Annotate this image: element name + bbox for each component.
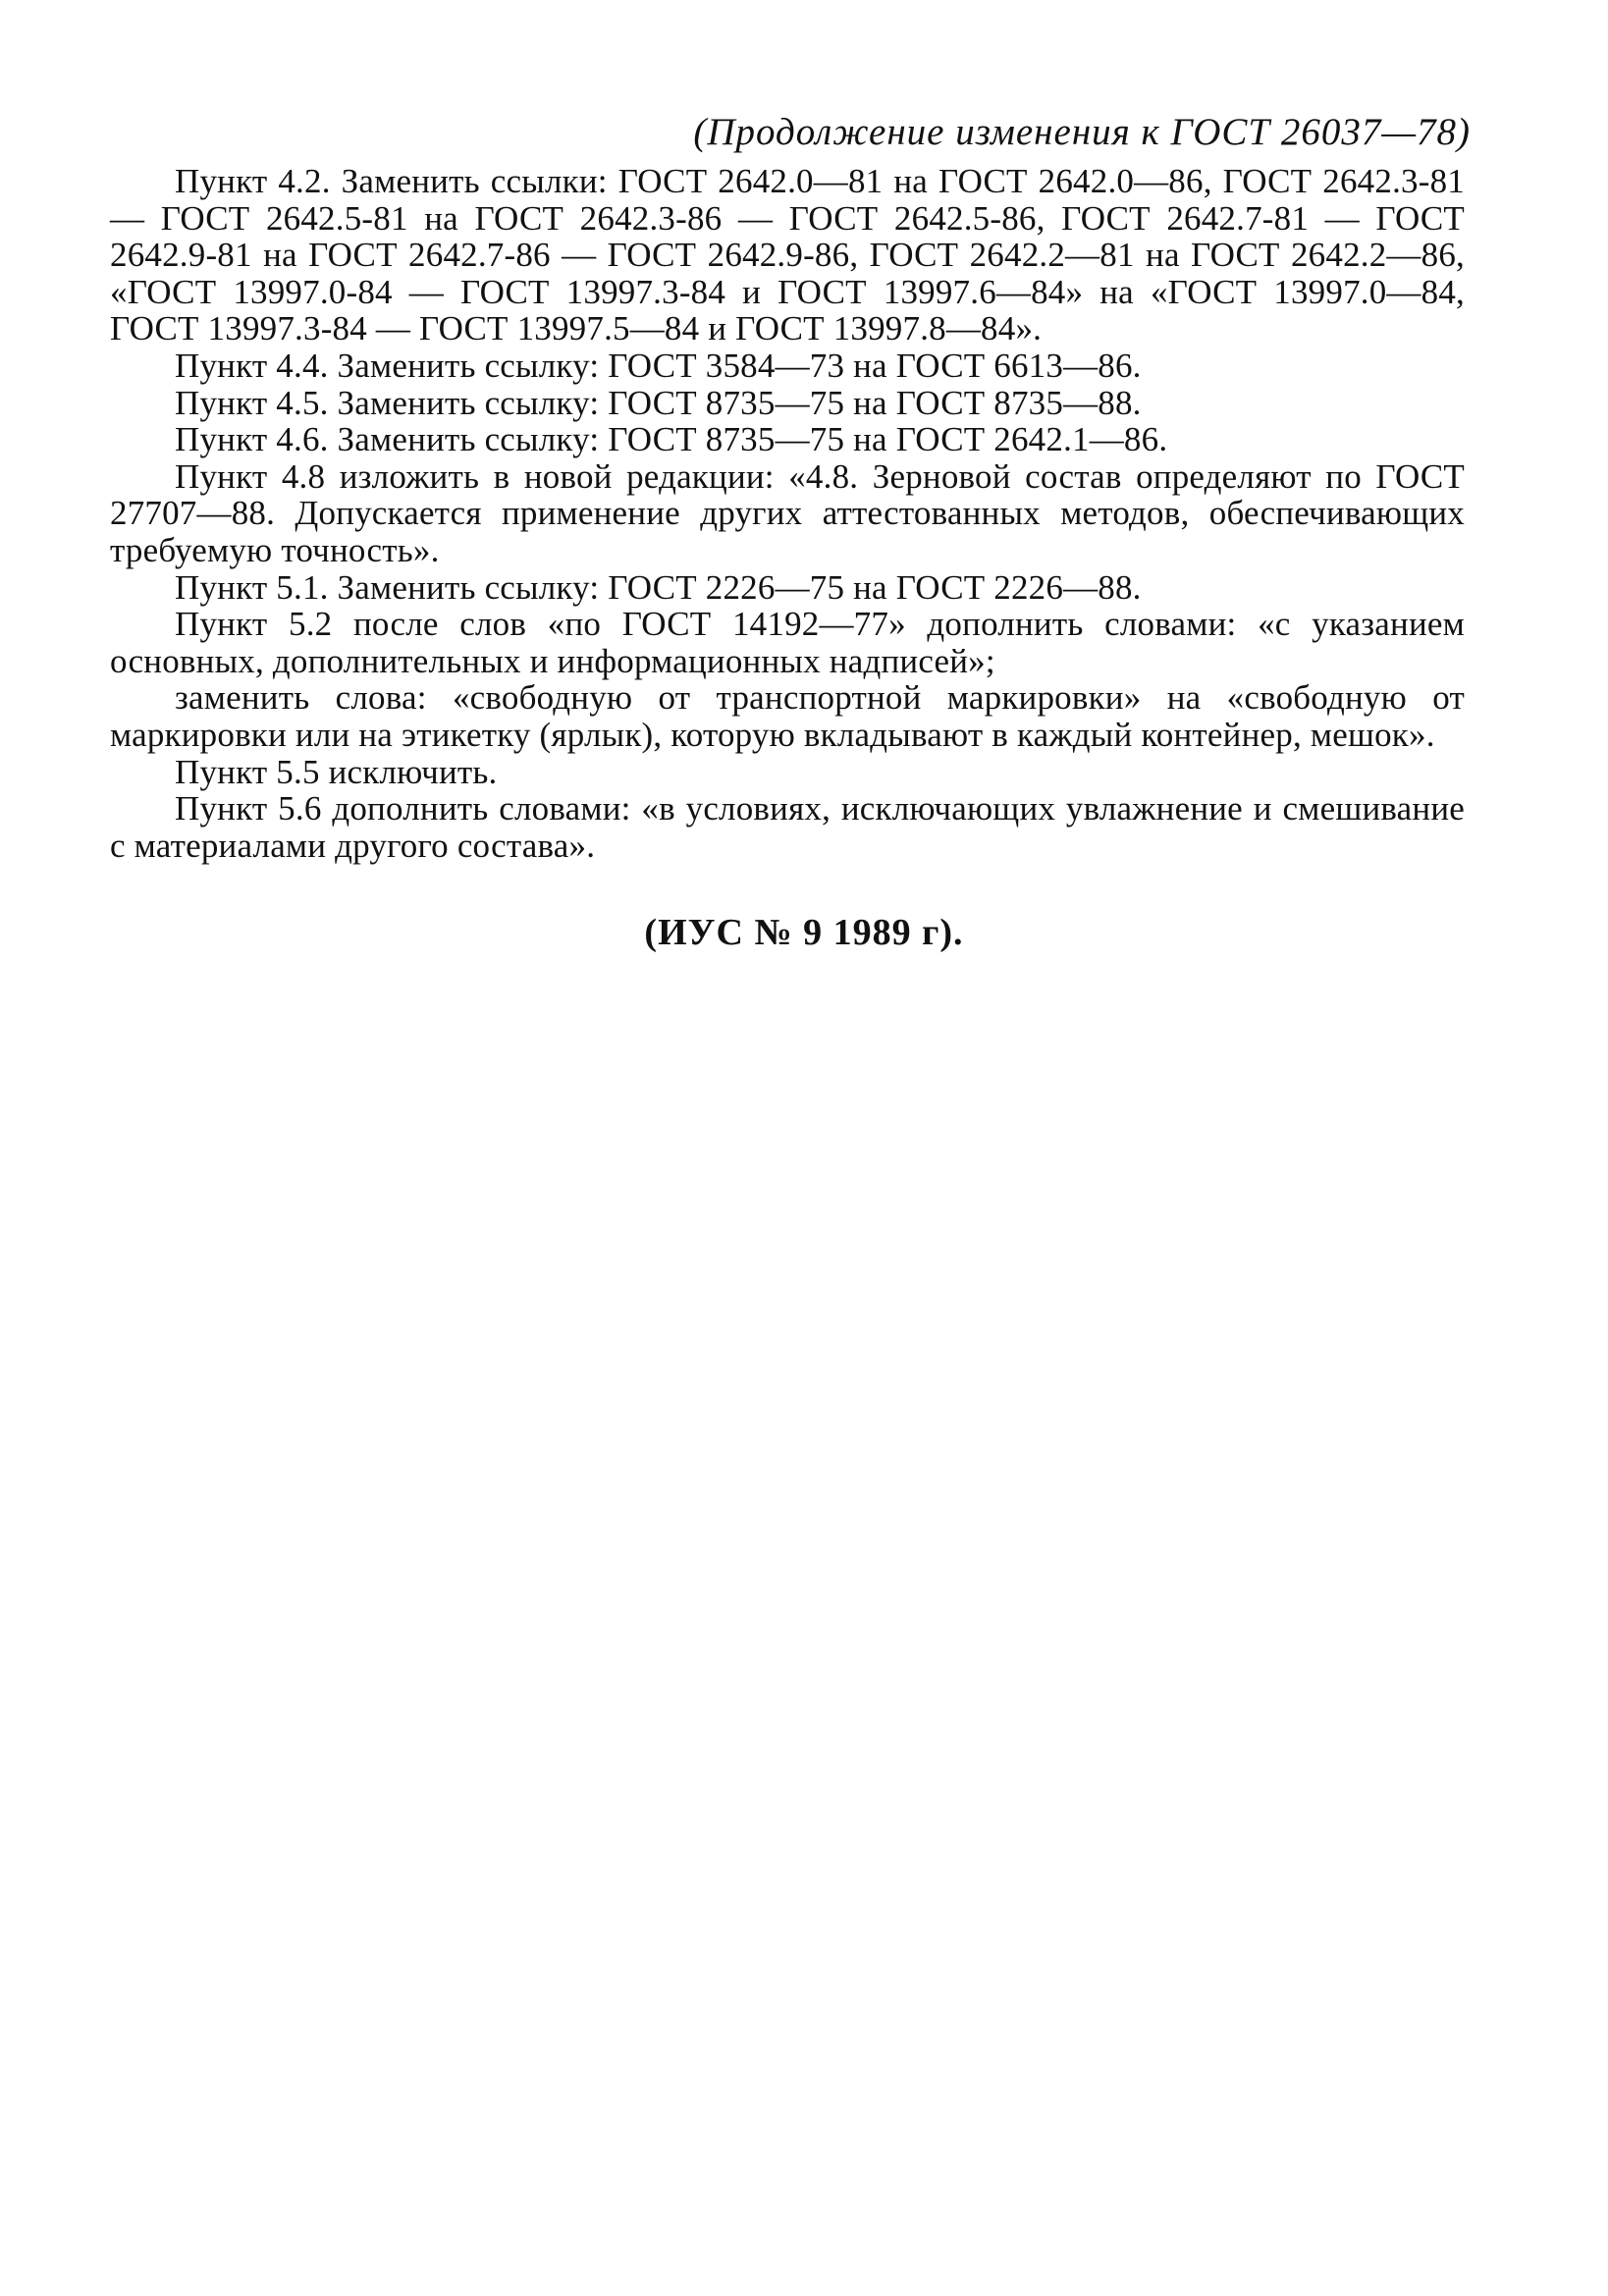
- paragraph-item-5-1: Пункт 5.1. Заменить ссылку: ГОСТ 2226—75 на ГОСТ 2226—88.: [175, 567, 1142, 607]
- source-reference: (ИУС № 9 1989 г).: [644, 912, 964, 953]
- paragraph-item-4-8: Пункт 4.8 изложить в новой редакции: «4.8. Зерновой состав определяют по ГОСТ 27707—88. Допускается применение других аттестованных методов, обеспечивающих требуемую точность».: [110, 456, 1465, 569]
- paragraph-item-5-2: Пункт 5.2 после слов «по ГОСТ 14192—77» дополнить словами: «с указанием основных, дополнительных и информационных надписей»;: [110, 605, 1465, 680]
- paragraph-item-4-4: Пункт 4.4. Заменить ссылку: ГОСТ 3584—73 на ГОСТ 6613—86.: [175, 346, 1142, 385]
- paragraph-item-5-5: Пункт 5.5 исключить.: [175, 752, 498, 791]
- continuation-header: (Продолжение изменения к ГОСТ 26037—78): [693, 111, 1471, 153]
- paragraph-item-5-6: Пункт 5.6 дополнить словами: «в условиях, исключающих увлажнение и смешивание с материалами другого состава».: [110, 789, 1465, 865]
- paragraph-item-4-5: Пункт 4.5. Заменить ссылку: ГОСТ 8735—75 на ГОСТ 8735—88.: [175, 383, 1142, 422]
- paragraph-item-4-6: Пункт 4.6. Заменить ссылку: ГОСТ 8735—75 на ГОСТ 2642.1—86.: [175, 420, 1168, 459]
- paragraph-item-5-2-replace: заменить слова: «свободную от транспортной маркировки» на «свободную от маркировки или на этикетку (ярлык), которую вкладывают в каждый контейнер, мешок».: [110, 678, 1465, 754]
- amendment-text: [110, 163, 1465, 864]
- paragraph-item-4-2: Пункт 4.2. Заменить ссылки: ГОСТ 2642.0—81 на ГОСТ 2642.0—86, ГОСТ 2642.3-81 — ГОСТ 2642.5-81 на ГОСТ 2642.3-86 — ГОСТ 2642.5-86, ГОСТ 2642.7-81 — ГОСТ 2642.9-81 на ГОСТ 2642.7-86 — ГОСТ 2642.9-86, ГОСТ 2642.2—81 на ГОСТ 2642.2—86, «ГОСТ 13997.0-84 — ГОСТ 13997.3-84 и ГОСТ 13997.6—84» на «ГОСТ 13997.0—84, ГОСТ 13997.3-84 — ГОСТ 13997.5—84 и ГОСТ 13997.8—84».: [110, 162, 1465, 348]
